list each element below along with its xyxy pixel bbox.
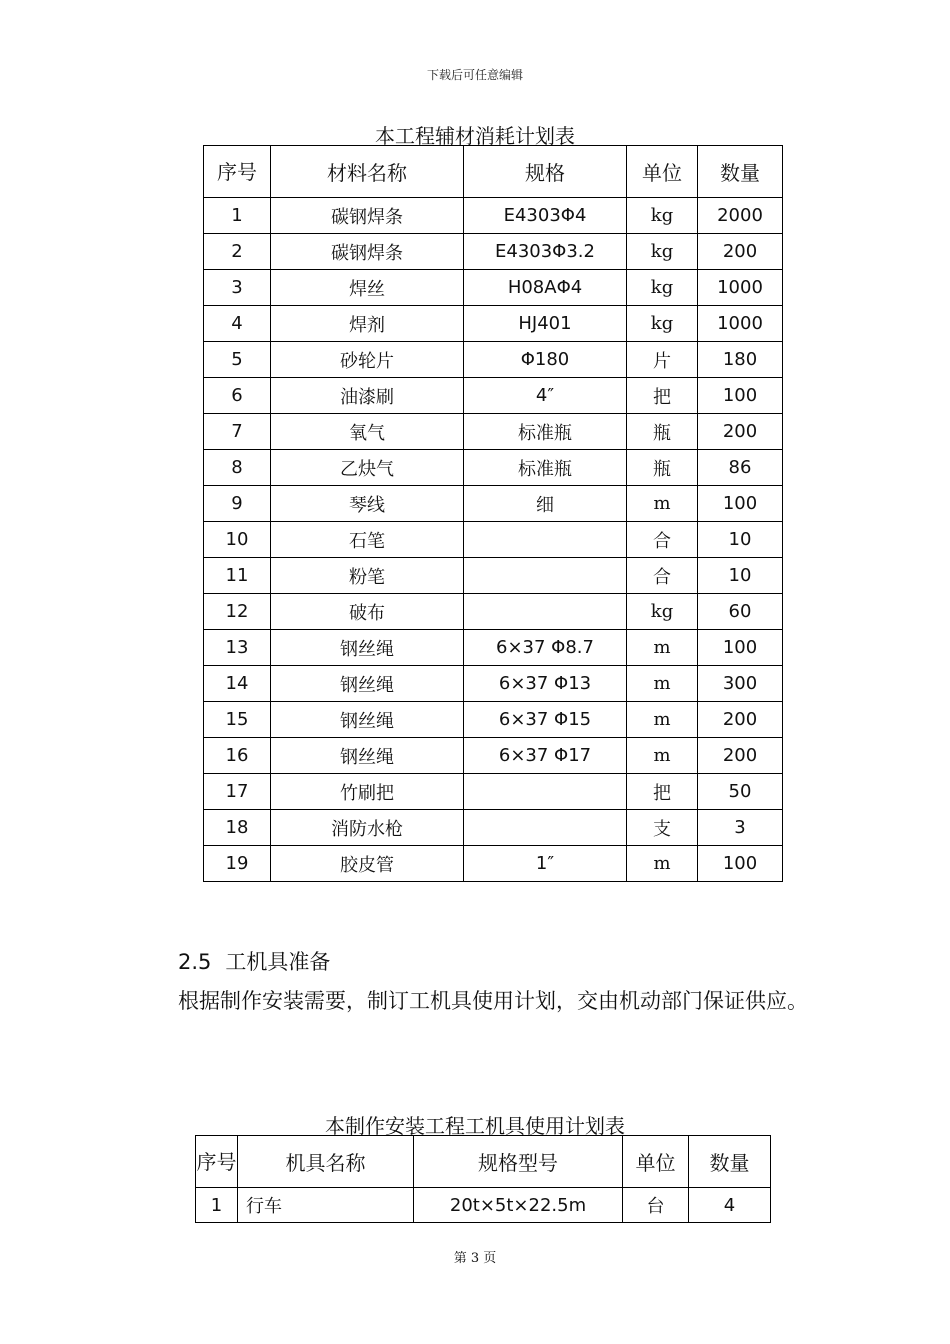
table-cell: kg <box>627 234 698 270</box>
table-cell: 破布 <box>271 594 464 630</box>
table-cell: m <box>627 486 698 522</box>
table-row <box>204 378 783 414</box>
table-cell: 6×37 Φ17 <box>464 738 627 774</box>
column-header: 单位 <box>627 146 698 198</box>
table-cell: 200 <box>698 738 783 774</box>
section-title: 工机具准备 <box>225 950 331 974</box>
table-cell: 100 <box>698 378 783 414</box>
table-row <box>204 414 783 450</box>
table-row <box>204 666 783 702</box>
table-cell: 12 <box>204 594 271 630</box>
table-row <box>204 522 783 558</box>
table-cell: 把 <box>627 774 698 810</box>
column-header: 数量 <box>698 146 783 198</box>
table-cell: 1000 <box>698 306 783 342</box>
table-cell: 7 <box>204 414 271 450</box>
table-cell: 4″ <box>464 378 627 414</box>
table-cell: 10 <box>698 522 783 558</box>
table-cell: 100 <box>698 486 783 522</box>
table-cell: 1″ <box>464 846 627 882</box>
table-cell: 石笔 <box>271 522 464 558</box>
table-row <box>204 234 783 270</box>
table-cell: 琴线 <box>271 486 464 522</box>
column-header: 序号 <box>196 1136 238 1188</box>
table-cell: 钢丝绳 <box>271 666 464 702</box>
table-row <box>204 702 783 738</box>
table-cell: m <box>627 630 698 666</box>
table-cell: 1 <box>196 1188 238 1223</box>
table-cell: 50 <box>698 774 783 810</box>
table-cell: 砂轮片 <box>271 342 464 378</box>
section-number: 2.5 <box>178 950 212 974</box>
table-cell: 行车 <box>238 1188 414 1223</box>
table-cell <box>464 810 627 846</box>
table-row <box>204 630 783 666</box>
table1-title: 本工程辅材消耗计划表 <box>375 124 575 148</box>
table-cell: 支 <box>627 810 698 846</box>
table-cell: kg <box>627 306 698 342</box>
table-cell: 细 <box>464 486 627 522</box>
table-cell: kg <box>627 594 698 630</box>
table-cell: 6×37 Φ13 <box>464 666 627 702</box>
table-cell: 11 <box>204 558 271 594</box>
table-cell: 2000 <box>698 198 783 234</box>
table-cell: 86 <box>698 450 783 486</box>
table-cell: 粉笔 <box>271 558 464 594</box>
table-row <box>196 1188 771 1223</box>
table-cell: 碳钢焊条 <box>271 234 464 270</box>
table-header-row <box>204 146 783 198</box>
page-header-note: 下载后可任意编辑 <box>426 68 523 82</box>
table-cell: 200 <box>698 234 783 270</box>
table-cell: 17 <box>204 774 271 810</box>
column-header: 材料名称 <box>271 146 464 198</box>
table-cell: 氧气 <box>271 414 464 450</box>
table-cell: 6×37 Φ8.7 <box>464 630 627 666</box>
column-header: 机具名称 <box>238 1136 414 1188</box>
table-cell: H08AΦ4 <box>464 270 627 306</box>
table-cell: 3 <box>698 810 783 846</box>
table-row <box>204 558 783 594</box>
table-cell <box>464 558 627 594</box>
table-cell: 16 <box>204 738 271 774</box>
table-row <box>204 594 783 630</box>
table-cell: 钢丝绳 <box>271 630 464 666</box>
table-row <box>204 486 783 522</box>
table-cell: kg <box>627 198 698 234</box>
table-cell: 3 <box>204 270 271 306</box>
table-cell: 消防水枪 <box>271 810 464 846</box>
table-cell: 油漆刷 <box>271 378 464 414</box>
section-heading <box>178 946 330 976</box>
table-cell: 100 <box>698 846 783 882</box>
column-header: 数量 <box>689 1136 771 1188</box>
table-cell: 钢丝绳 <box>271 738 464 774</box>
table-cell: 19 <box>204 846 271 882</box>
table-cell <box>464 594 627 630</box>
table-row <box>204 306 783 342</box>
table-cell: 4 <box>204 306 271 342</box>
table-cell: 瓶 <box>627 450 698 486</box>
table-cell: 标准瓶 <box>464 450 627 486</box>
table-row <box>204 198 783 234</box>
table-cell: 焊剂 <box>271 306 464 342</box>
table-cell: 18 <box>204 810 271 846</box>
table-cell: E4303Φ4 <box>464 198 627 234</box>
table-cell: 合 <box>627 558 698 594</box>
table-cell: HJ401 <box>464 306 627 342</box>
table-cell: 合 <box>627 522 698 558</box>
table-cell: 4 <box>689 1188 771 1223</box>
table-cell: 2 <box>204 234 271 270</box>
table-cell: 20t×5t×22.5m <box>414 1188 623 1223</box>
table-header-row <box>196 1136 771 1188</box>
column-header: 序号 <box>204 146 271 198</box>
table-cell: 100 <box>698 630 783 666</box>
table2-title: 本制作安装工程工机具使用计划表 <box>325 1114 625 1138</box>
table-cell: 台 <box>623 1188 689 1223</box>
table-cell: 8 <box>204 450 271 486</box>
table-cell: 9 <box>204 486 271 522</box>
table-cell <box>464 522 627 558</box>
table-cell: m <box>627 738 698 774</box>
table-cell: 焊丝 <box>271 270 464 306</box>
table-cell: 标准瓶 <box>464 414 627 450</box>
table-cell: 200 <box>698 702 783 738</box>
table-row <box>204 810 783 846</box>
table-cell: 300 <box>698 666 783 702</box>
table-cell: 10 <box>204 522 271 558</box>
table-row <box>204 342 783 378</box>
table-cell: m <box>627 702 698 738</box>
table-row <box>204 738 783 774</box>
table-row <box>204 846 783 882</box>
column-header: 单位 <box>623 1136 689 1188</box>
table-row <box>204 270 783 306</box>
table-cell: 片 <box>627 342 698 378</box>
table-cell <box>464 774 627 810</box>
table-cell: 1000 <box>698 270 783 306</box>
table-cell: m <box>627 666 698 702</box>
table-cell: 钢丝绳 <box>271 702 464 738</box>
table-cell: 1 <box>204 198 271 234</box>
section-paragraph: 根据制作安装需要，制订工机具使用计划，交由机动部门保证供应。 <box>178 989 808 1013</box>
table-cell: E4303Φ3.2 <box>464 234 627 270</box>
table-cell: 瓶 <box>627 414 698 450</box>
table-cell: 6 <box>204 378 271 414</box>
page-number: 第 3 页 <box>453 1251 497 1266</box>
column-header: 规格型号 <box>414 1136 623 1188</box>
table-cell: 200 <box>698 414 783 450</box>
table-cell: 竹刷把 <box>271 774 464 810</box>
table-cell: Φ180 <box>464 342 627 378</box>
table-cell: 60 <box>698 594 783 630</box>
table-cell: 14 <box>204 666 271 702</box>
table-row <box>204 774 783 810</box>
table-cell: 10 <box>698 558 783 594</box>
column-header: 规格 <box>464 146 627 198</box>
table-cell: m <box>627 846 698 882</box>
table-cell: 15 <box>204 702 271 738</box>
table-cell: 乙炔气 <box>271 450 464 486</box>
table-cell: kg <box>627 270 698 306</box>
table-cell: 把 <box>627 378 698 414</box>
table-cell: 5 <box>204 342 271 378</box>
materials-table <box>203 145 783 882</box>
table-cell: 13 <box>204 630 271 666</box>
table-row <box>204 450 783 486</box>
table-cell: 180 <box>698 342 783 378</box>
tools-table <box>195 1135 771 1223</box>
table-cell: 胶皮管 <box>271 846 464 882</box>
table-cell: 6×37 Φ15 <box>464 702 627 738</box>
table-cell: 碳钢焊条 <box>271 198 464 234</box>
